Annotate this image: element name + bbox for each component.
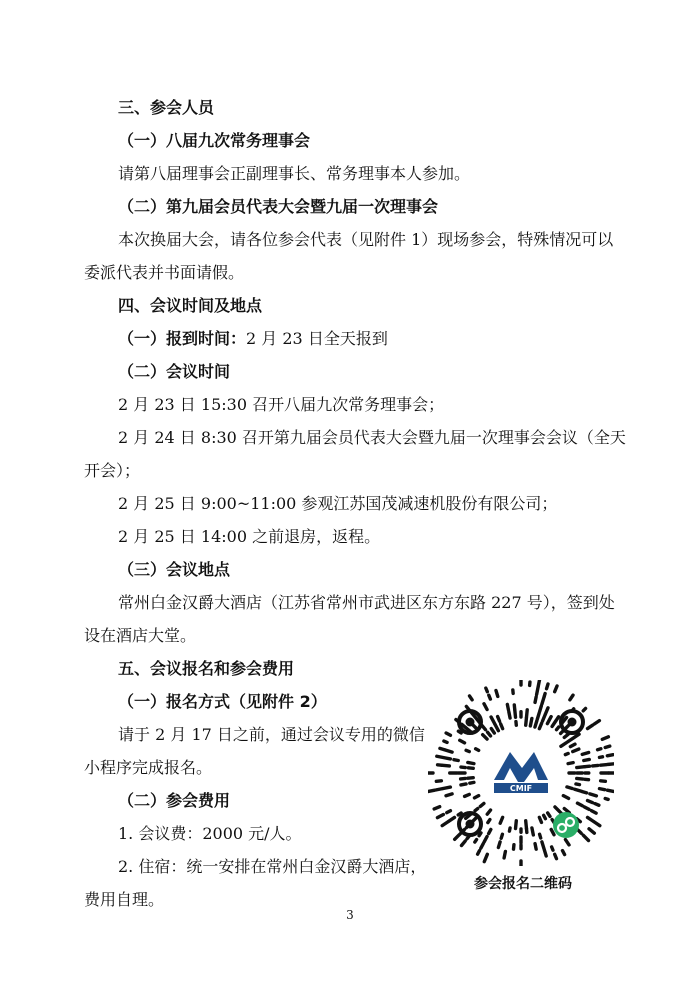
qr-module: [598, 749, 601, 750]
schedule-item-2-line-1: 2 月 24 日 8:30 召开第九届会员代表大会暨九届一次理事会会议（全天: [118, 428, 626, 447]
qr-module: [565, 840, 569, 845]
qr-module: [545, 708, 548, 714]
paragraph-3-1: 请第八届理事会正副理事长、常务理事本人参加。: [118, 164, 471, 183]
paragraph-3-2-line-2: 委派代表并书面请假。: [84, 263, 245, 282]
qr-module: [491, 729, 494, 734]
registration-line-2: 小程序完成报名。: [84, 758, 213, 777]
qr-module: [593, 765, 598, 766]
qr-module: [562, 851, 564, 855]
qr-module: [487, 810, 490, 814]
subheading-4-2: （二）会议时间: [118, 362, 231, 381]
qr-module: [557, 727, 559, 730]
logo-text: CMIF: [509, 784, 533, 793]
qr-module: [609, 764, 614, 765]
qr-module: [538, 680, 539, 687]
qr-module: [501, 724, 503, 729]
qr-module: [601, 765, 607, 766]
section-heading-4: 四、会议时间及地点: [118, 296, 263, 315]
qr-module: [478, 851, 480, 855]
qr-module: [440, 748, 445, 749]
qr-module: [547, 717, 551, 724]
qr-module: [548, 813, 550, 816]
qr-module: [570, 744, 575, 746]
qr-module: [542, 842, 544, 849]
qr-module: [555, 807, 559, 811]
qr-module: [495, 724, 498, 730]
qr-module: [592, 811, 597, 813]
qr-module: [481, 844, 483, 849]
qr-module: [605, 799, 608, 800]
registration-line-1: 请于 2 月 17 日之前，通过会议专用的微信: [118, 725, 425, 744]
qr-module: [484, 836, 487, 842]
qr-module: [447, 811, 451, 813]
qr-module: [588, 801, 593, 803]
qr-module: [486, 688, 487, 692]
qr-module: [535, 721, 537, 727]
qr-module: [599, 789, 604, 790]
qr-module: [504, 851, 505, 857]
qr-module: [465, 794, 470, 796]
qr-module: [437, 814, 443, 817]
qr-module: [469, 696, 472, 700]
qr-code-icon: [428, 680, 614, 866]
qr-module: [461, 784, 466, 785]
subheading-3-2: （二）第九届会员代表大会暨九届一次理事会: [118, 197, 439, 216]
qr-module: [599, 757, 602, 758]
qr-module: [568, 763, 573, 764]
qr-module: [480, 803, 484, 806]
qr-module: [555, 686, 557, 692]
qr-module: [544, 815, 546, 818]
qr-module: [446, 794, 452, 796]
qr-module: [474, 796, 478, 798]
qr-module: [516, 821, 517, 829]
qr-module: [436, 789, 442, 790]
paragraph-3-2-line-1: 本次换届大会，请各位参会代表（见附件 1）现场参会，特殊情况可以: [118, 230, 614, 249]
qr-module: [547, 684, 548, 689]
qr-module: [551, 829, 554, 834]
qr-module: [537, 687, 538, 694]
qr-module: [475, 840, 477, 843]
qr-module: [555, 854, 557, 858]
qr-module: [594, 721, 599, 724]
qr-caption: 参会报名二维码: [474, 876, 572, 892]
qr-module: [557, 717, 559, 720]
qr-module: [594, 822, 600, 826]
qr-module: [458, 813, 461, 815]
qr-module: [488, 820, 490, 823]
qr-module: [489, 829, 491, 833]
qr-module: [583, 708, 585, 710]
schedule-item-2-line-2: 开会）；: [84, 461, 141, 480]
qr-module: [509, 828, 510, 831]
qr-module: [595, 804, 599, 806]
qr-module: [454, 760, 458, 761]
qr-module: [589, 829, 594, 833]
qr-module: [574, 734, 579, 737]
qr-module: [507, 704, 508, 710]
qr-module: [584, 807, 589, 809]
qr-module: [535, 844, 536, 850]
qr-eye-center: [466, 820, 475, 829]
qr-module: [455, 835, 459, 839]
checkin-time-label: （一）报到时间：: [118, 329, 247, 348]
qr-module: [577, 803, 582, 806]
qr-module: [588, 817, 594, 821]
qr-module: [537, 713, 539, 719]
fee-item-2-line-1: 2. 住宿：统一安排在常州白金汉爵大酒店，: [118, 857, 427, 876]
qr-module: [428, 790, 435, 792]
qr-module: [482, 726, 485, 730]
qr-module: [539, 817, 541, 822]
qr-module: [475, 809, 478, 811]
qr-module: [568, 738, 574, 742]
schedule-item-1: 2 月 23 日 15:30 召开八届九次常务理事会；: [118, 395, 445, 414]
qr-module: [526, 710, 527, 717]
qr-module: [578, 830, 582, 834]
qr-module: [607, 790, 613, 791]
qr-module: [552, 720, 556, 726]
qr-module: [582, 752, 588, 754]
qr-module: [539, 723, 541, 728]
qr-module: [483, 735, 487, 739]
checkin-time-line: [118, 328, 388, 350]
qr-module: [535, 697, 536, 703]
qr-module: [573, 749, 579, 752]
qr-module: [498, 842, 500, 848]
qr-module: [496, 691, 498, 697]
qr-module: [501, 834, 502, 838]
page-number: 3: [346, 908, 354, 922]
qr-module: [500, 817, 502, 823]
qr-module: [567, 787, 572, 789]
location-line-1: 常州白金汉爵大酒店（江苏省常州市武进区东方东路 227 号），签到处: [118, 593, 615, 612]
qr-module: [564, 734, 568, 737]
qr-module: [576, 784, 580, 785]
qr-module: [444, 741, 447, 742]
qr-module: [540, 706, 542, 712]
subheading-5-1: （一）报名方式（见附件 2）: [118, 692, 327, 711]
qr-module: [460, 740, 465, 743]
location-line-2: 设在酒店大堂。: [84, 626, 197, 645]
qr-module: [607, 755, 613, 756]
mini-program-icon: [553, 812, 579, 838]
fee-item-2-line-2: 费用自理。: [84, 890, 165, 909]
qr-module: [526, 718, 527, 725]
qr-module: [491, 717, 495, 724]
qr-module: [443, 787, 450, 788]
registration-qr-code[interactable]: [428, 680, 614, 866]
qr-module: [442, 822, 448, 826]
qr-module: [476, 749, 479, 751]
qr-module: [583, 835, 588, 840]
qr-module: [449, 817, 455, 821]
qr-module: [605, 746, 610, 747]
qr-module: [590, 794, 596, 796]
qr-module: [544, 694, 545, 697]
qr-module: [498, 717, 500, 722]
subheading-5-2: （二）参会费用: [118, 791, 231, 810]
qr-module: [446, 733, 450, 735]
subheading-4-3: （三）会议地点: [118, 560, 231, 579]
qr-module: [509, 712, 510, 718]
fee-item-1: 1. 会议费：2000 元/人。: [118, 824, 302, 843]
section-heading-5: 五、会议报名和参会费用: [118, 659, 295, 678]
qr-module: [466, 750, 469, 751]
qr-module: [484, 854, 487, 861]
qr-module: [565, 753, 568, 754]
qr-module: [468, 762, 474, 763]
qr-module: [552, 847, 553, 850]
qr-module: [461, 841, 465, 845]
qr-module: [532, 828, 533, 835]
qr-eye-center: [466, 718, 475, 727]
qr-module: [458, 731, 461, 733]
schedule-item-4: 2 月 25 日 14:00 之前退房，返程。: [118, 527, 381, 546]
qr-module: [479, 833, 481, 836]
qr-module: [577, 778, 583, 779]
qr-module: [584, 759, 590, 760]
qr-module: [468, 778, 473, 779]
qr-module: [489, 695, 491, 699]
qr-module: [602, 737, 608, 740]
qr-module: [544, 850, 546, 856]
subheading-3-1: （一）八届九次常务理事会: [118, 131, 311, 150]
schedule-item-3: 2 月 25 日 9:00~11:00 参观江苏国茂减速机股份有限公司；: [118, 494, 558, 513]
qr-module: [588, 725, 593, 728]
qr-module: [530, 718, 531, 725]
qr-module: [563, 796, 568, 799]
qr-module: [437, 756, 443, 757]
checkin-time-text: 2 月 23 日全天报到: [246, 329, 388, 348]
qr-module: [561, 743, 567, 747]
qr-module: [582, 792, 586, 793]
qr-module: [484, 704, 487, 710]
section-heading-3: 三、参会人员: [118, 98, 215, 117]
qr-module: [540, 834, 541, 838]
qr-module: [444, 758, 451, 759]
qr-eye-center: [568, 718, 577, 727]
qr-module: [434, 807, 440, 809]
qr-module: [570, 695, 573, 700]
qr-module: [488, 732, 491, 736]
qr-module: [470, 782, 474, 783]
